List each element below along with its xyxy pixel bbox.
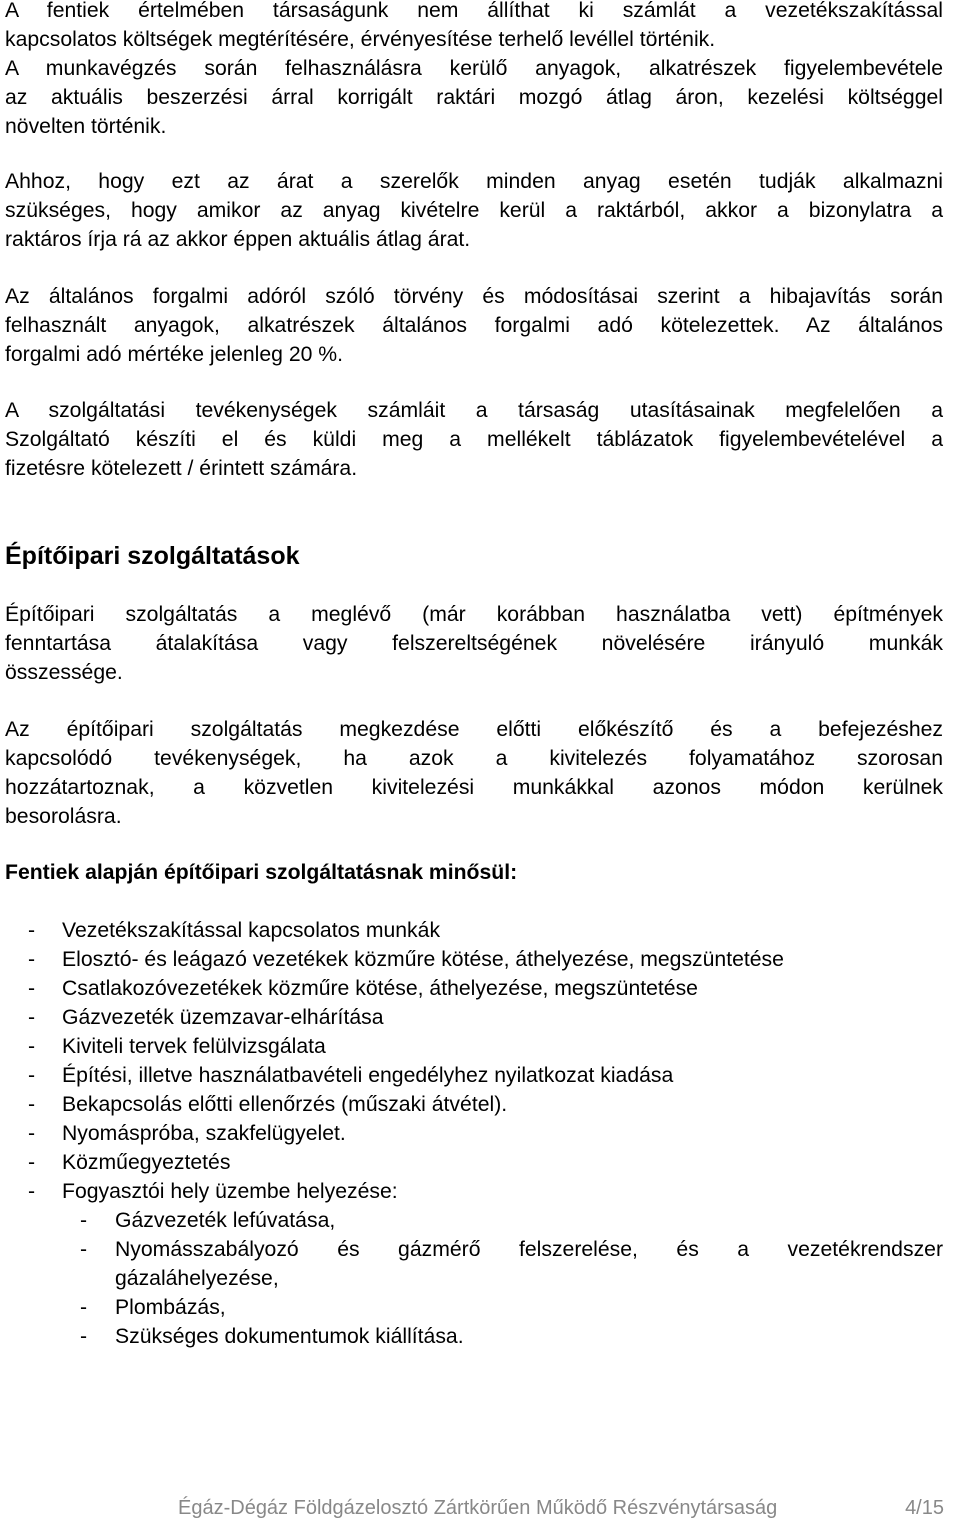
list-item-text: Fogyasztói hely üzembe helyezése: [62,1180,398,1203]
section-title: Építőipari szolgáltatások [5,542,300,570]
list-item-text: Csatlakozóvezetékek közműre kötése, áthelyezése, megszüntetése [62,977,698,1000]
text-line: kapcsolódó tevékenységek, ha azok a kivitelezés folyamatához szorosan [5,747,943,770]
dash-bullet: - [80,1325,88,1348]
list-item [5,1061,943,1090]
dash-bullet: - [28,1093,36,1116]
list-item-text: Elosztó- és leágazó vezetékek közműre kötése, áthelyezése, megszüntetése [62,948,784,971]
dash-bullet: - [28,1151,36,1174]
text-line: Az általános forgalmi adóról szóló törvény és módosításai szerint a hibajavítás során [5,285,943,308]
text-line: A fentiek értelmében társaságunk nem állíthat ki számlát a vezetékszakítással [5,0,943,22]
sub-list-item [5,1206,943,1235]
list-item [5,1177,943,1206]
list-item [5,916,943,945]
dash-bullet: - [28,1064,36,1087]
list-item [5,1090,943,1119]
dash-bullet: - [80,1238,88,1261]
list-item-text: Építési, illetve használatbavételi engedélyhez nyilatkozat kiadása [62,1064,674,1087]
list-item [5,1148,943,1177]
list-item [5,1119,943,1148]
text-line: fizetésre kötelezett / érintett számára. [5,457,358,480]
text-line: hozzátartoznak, a közvetlen kivitelezési munkákkal azonos módon kerülnek [5,776,943,799]
list-item [5,974,943,1003]
text-line: A munkavégzés során felhasználásra kerülő anyagok, alkatrészek figyelembevétele [5,57,943,80]
text-line: Az építőipari szolgáltatás megkezdése előtti előkészítő és a befejezéshez [5,718,943,741]
dash-bullet: - [28,919,36,942]
dash-bullet: - [28,1006,36,1029]
list-item-text: Kiviteli tervek felülvizsgálata [62,1035,326,1058]
sub-list-item [5,1293,943,1322]
page-number: 4/15 [905,1497,944,1519]
paragraph-pricing [5,167,943,254]
list-item [5,945,943,974]
dash-bullet: - [28,1180,36,1203]
text-line: összessége. [5,661,123,684]
dash-bullet: - [28,977,36,1000]
paragraph-definition [5,600,943,687]
list-item-text: Gázvezeték üzemzavar-elhárítása [62,1006,384,1029]
text-line: Építőipari szolgáltatás a meglévő (már korábban használatba vett) építmények [5,603,943,626]
text-line: kapcsolatos költségek megtérítésére, érvényesítése terhelő levéllel történik. [5,28,716,51]
text-line: gázaláhelyezése, [115,1267,279,1290]
text-line: Nyomásszabályozó és gázmérő felszerelése, és a vezetékrendszer [115,1238,943,1261]
text-line: növelten történik. [5,115,167,138]
text-line: Szolgáltató készíti el és küldi meg a mellékelt táblázatok figyelembevételével a [5,428,943,451]
sub-list-item-text: Plombázás, [115,1296,226,1319]
sub-list-item-text: Szükséges dokumentumok kiállítása. [115,1325,464,1348]
list-item-text: Bekapcsolás előtti ellenőrzés (műszaki átvétel). [62,1093,508,1116]
text-line: raktáros írja rá az akkor éppen aktuális átlag árat. [5,228,471,251]
text-line: besorolásra. [5,805,122,828]
list-title: Fentiek alapján építőipari szolgáltatásnak minősül: [5,861,518,884]
sub-list-item [5,1235,943,1293]
paragraph-invoicing [5,396,943,483]
services-list [5,916,943,1351]
list-item-text: Nyomáspróba, szakfelügyelet. [62,1122,346,1145]
sub-list-item-text [115,1235,943,1293]
list-item [5,1003,943,1032]
paragraph-scope [5,715,943,831]
footer-company: Égáz-Dégáz Földgázelosztó Zártkörűen Működő Részvénytársaság [178,1497,778,1519]
dash-bullet: - [80,1209,88,1232]
text-line: felhasznált anyagok, alkatrészek általános forgalmi adó kötelezettek. Az általános [5,314,943,337]
text-line: forgalmi adó mértéke jelenleg 20 %. [5,343,344,366]
text-line: fenntartása átalakítása vagy felszereltségének növelésére irányuló munkák [5,632,943,655]
dash-bullet: - [80,1296,88,1319]
list-item-text: Közműegyeztetés [62,1151,231,1174]
dash-bullet: - [28,948,36,971]
dash-bullet: - [28,1122,36,1145]
text-line: Ahhoz, hogy ezt az árat a szerelők minden anyag esetén tudják alkalmazni [5,170,943,193]
list-item-text: Vezetékszakítással kapcsolatos munkák [62,919,441,942]
text-line: A szolgáltatási tevékenységek számláit a társaság utasításainak megfelelően a [5,399,943,422]
sub-list-item [5,1322,943,1351]
paragraph-billing [5,0,943,141]
list-item [5,1032,943,1061]
paragraph-vat [5,282,943,369]
sub-list-item-text: Gázvezeték lefúvatása, [115,1209,336,1232]
text-line: szükséges, hogy amikor az anyag kivételre kerül a raktárból, akkor a bizonylatra a [5,199,943,222]
dash-bullet: - [28,1035,36,1058]
text-line: az aktuális beszerzési árral korrigált raktári mozgó átlag áron, kezelési költséggel [5,86,943,109]
